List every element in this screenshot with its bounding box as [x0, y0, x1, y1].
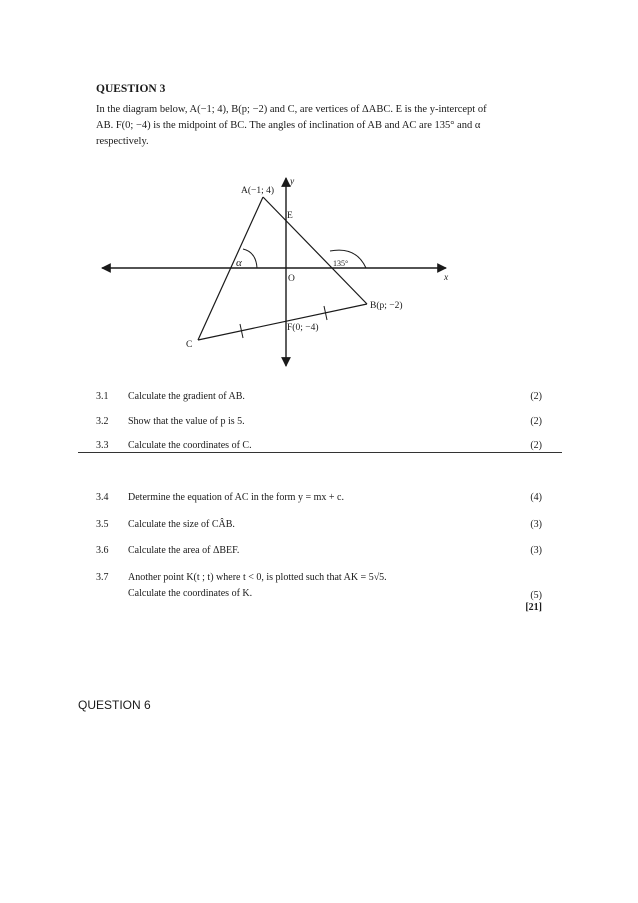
item-text: Calculate the size of CÂB.	[128, 519, 235, 530]
item-number: 3.1	[96, 391, 109, 402]
label-135: 135°	[333, 259, 349, 268]
question-6-heading: QUESTION 6	[78, 698, 151, 712]
item-marks: (3)	[530, 519, 542, 530]
intro-line-2: AB. F(0; −4) is the midpoint of BC. The angles of inclination of AB and AC are 135° and α	[96, 120, 481, 131]
item-marks: (3)	[530, 545, 542, 556]
item-text: Calculate the gradient of AB.	[128, 391, 245, 402]
label-y-axis: y	[290, 177, 295, 187]
label-b: B(p; −2)	[370, 301, 403, 311]
intro-line-1: In the diagram below, A(−1; 4), B(p; −2) and C, are vertices of ΔABC. E is the y-intercept of	[96, 104, 487, 115]
page-divider	[78, 452, 562, 453]
item-number: 3.4	[96, 492, 109, 503]
question-3-heading: QUESTION 3	[96, 83, 166, 95]
item-marks: (2)	[530, 416, 542, 427]
item-number: 3.6	[96, 545, 109, 556]
item-text: Determine the equation of AC in the form y = mx + c.	[128, 492, 344, 503]
question-total: [21]	[525, 602, 542, 613]
side-cb	[198, 304, 367, 340]
item-text: Another point K(t ; t) where t < 0, is plotted such that AK = 5√5.	[128, 572, 387, 583]
label-alpha: α	[236, 257, 242, 269]
label-a: A(−1; 4)	[241, 186, 275, 196]
item-text: Calculate the coordinates of C.	[128, 440, 252, 451]
item-number: 3.7	[96, 572, 109, 583]
question-item-3-7	[96, 572, 542, 622]
item-text: Show that the value of p is 5.	[128, 416, 245, 427]
item-marks: (4)	[530, 492, 542, 503]
label-o: O	[288, 274, 295, 284]
side-ab	[263, 197, 367, 304]
label-e: E	[287, 211, 293, 221]
label-f: F(0; −4)	[287, 323, 319, 333]
item-marks: (5)	[530, 590, 542, 601]
item-text-line-2: Calculate the coordinates of K.	[128, 588, 253, 599]
alpha-arc	[243, 249, 257, 268]
item-marks: (2)	[530, 391, 542, 402]
item-number: 3.5	[96, 519, 109, 530]
item-number: 3.2	[96, 416, 109, 427]
item-number: 3.3	[96, 440, 109, 451]
intro-line-3: respectively.	[96, 136, 149, 147]
label-c: C	[186, 340, 193, 350]
triangle-diagram	[0, 170, 638, 370]
label-x-axis: x	[444, 273, 449, 283]
item-text: Calculate the area of ΔBEF.	[128, 545, 240, 556]
item-marks: (2)	[530, 440, 542, 451]
